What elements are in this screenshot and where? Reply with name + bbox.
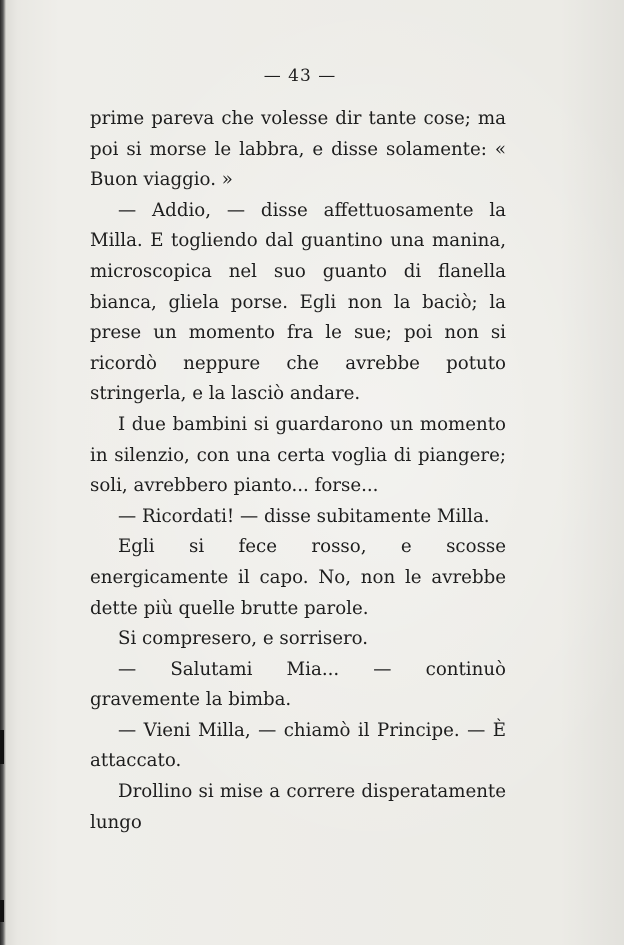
paragraph: — Addio, — disse affettuosamente la Milla. E togliendo dal guantino una manina, microscopica nel suo guanto di flanella bianca, gliela porse. Egli non la baciò; la prese un momento fra le sue; poi non si ricordò neppure che avrebbe potuto stringerla, e la lasciò andare. [90,199,506,405]
paragraph: — Ricordati! — disse subitamente Milla. [118,505,490,527]
binding-mark [0,730,4,764]
page-number: — 43 — [263,66,337,86]
paragraph: prime pareva che volesse dir tante cose; ma poi si morse le labbra, e disse solamente: « Buon viaggio. » [90,108,506,191]
paragraph: Egli si fece rosso, e scosse energicamente il capo. No, non le avrebbe dette più quelle brutte parole. [90,536,506,619]
paragraph: — Vieni Milla, — chiamò il Principe. — È attaccato. [90,719,506,772]
paragraph: I due bambini si guardarono un momento in silenzio, con una certa voglia di piangere; soli, avrebbero pianto... forse... [90,413,506,497]
paragraph: Si compresero, e sorrisero. [118,628,369,650]
paragraph: — Salutami Mia... — continuò gravemente la bimba. [90,658,506,711]
paragraph: Drollino si mise a correre disperatamente lungo [90,781,506,833]
body-text [90,104,506,838]
page-binding-edge [0,0,6,945]
binding-mark [0,900,4,922]
